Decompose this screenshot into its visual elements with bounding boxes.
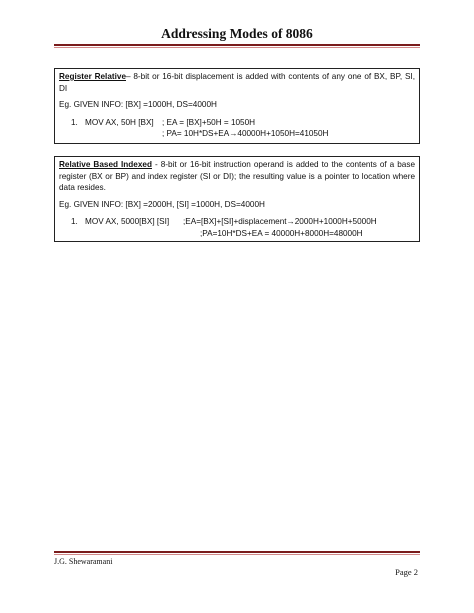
page-number: Page 2 [395,567,418,577]
register-relative-box [54,68,420,144]
example-pa-line: ;PA=10H*DS+EA = 40000H+8000H=48000H [200,228,363,238]
section-text: – 8-bit or 16-bit displacement is added with contents of any one of BX, BP, SI, DI [59,72,415,93]
given-info: Eg. GIVEN INFO: [BX] =2000H, [SI] =1000H, DS=4000H [59,199,265,209]
example-instruction: MOV AX, 50H [BX] [85,117,154,127]
example-instruction: MOV AX, 5000[BX] [SI] [85,217,170,226]
header-rule [54,44,420,46]
author-name: J.G. Shewaramani [54,557,113,566]
header-rule-thin [54,47,420,48]
example-number: 1. [71,117,78,127]
section-text: - 8-bit or 16-bit instruction operand is added to the contents of a base register (BX or BP) and index register (SI or DI); the resulting value is a pointer to location where data resides. [59,160,416,192]
section-term: Relative Based Indexed [59,160,152,169]
given-info: Eg. GIVEN INFO: [BX] =1000H, DS=4000H [59,100,217,109]
page-title: Addressing Modes of 8086 [161,26,313,41]
example-number: 1. [71,217,78,226]
example-ea-line: ; EA = [BX]+50H = 1050H [162,117,256,127]
footer-rule [54,551,420,553]
example-ea-line: ;EA=[BX]+[SI]+displacement→2000H+1000H+5000H [183,217,377,226]
example-pa-line: ; PA= 10H*DS+EA→40000H+1050H=41050H [162,129,329,138]
section-description [59,159,415,194]
footer-rule-thin [54,554,420,555]
example-calculation [59,117,415,140]
section-description [59,71,415,94]
section-term: Register Relative [59,72,126,81]
example-calculation [59,216,415,239]
relative-based-indexed-box [54,156,420,242]
